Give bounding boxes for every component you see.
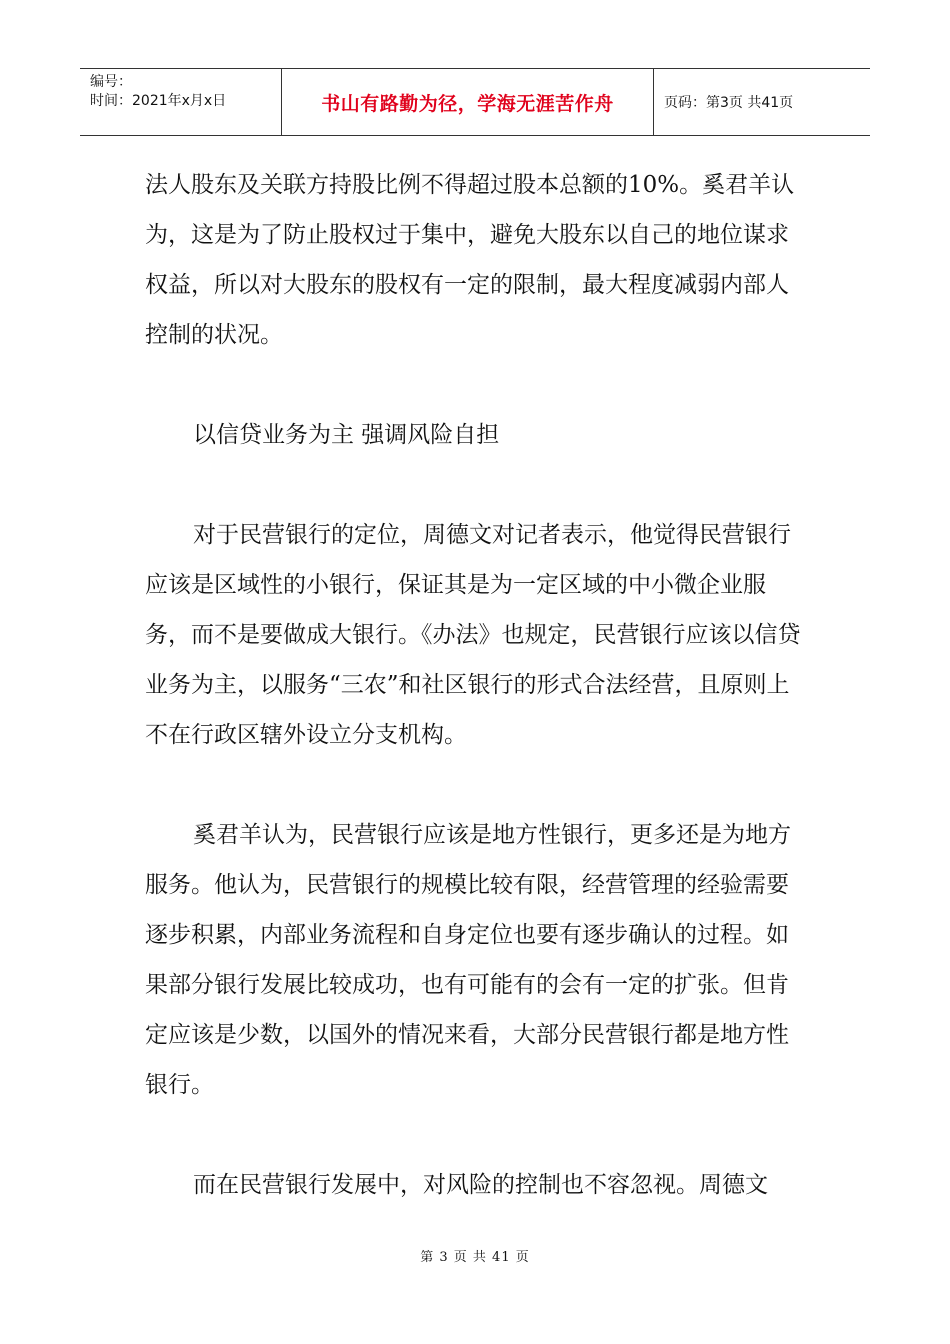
- body-paragraph: 而在民营银行发展中，对风险的控制也不容忽视。周德文: [193, 1172, 768, 1198]
- section-heading: 以信贷业务为主 强调风险自担: [193, 422, 500, 448]
- header-motto: 书山有路勤为径，学海无涯苦作舟: [282, 69, 654, 135]
- page-footer: 第 3 页 共 41 页: [420, 1250, 530, 1265]
- header-page-info: 页码：第3页 共41页: [664, 95, 794, 111]
- header-meta: [80, 69, 282, 135]
- document-date: 时间：2021年x月x日: [90, 93, 227, 109]
- body-paragraph: 法人股东及关联方持股比例不得超过股本总额的10%。奚君羊认为，这是为了防止股权过于集中，避免大股东以自己的地位谋求权益，所以对大股东的股权有一定的限制，最大程度减弱内部人控制的状况。: [145, 172, 795, 348]
- page-header: [80, 68, 870, 136]
- body-paragraph: 奚君羊认为，民营银行应该是地方性银行，更多还是为地方服务。他认为，民营银行的规模比较有限，经营管理的经验需要逐步积累，内部业务流程和自身定位也要有逐步确认的过程。如果部分银行发展比较成功，也有可能有的会有一定的扩张。但肯定应该是少数，以国外的情况来看，大部分民营银行都是地方性银行。: [145, 822, 791, 1098]
- document-body: [145, 160, 810, 1210]
- body-paragraph: 对于民营银行的定位，周德文对记者表示，他觉得民营银行应该是区域性的小银行，保证其是为一定区域的中小微企业服务，而不是要做成大银行。《办法》也规定，民营银行应该以信贷业务为主，以服务“三农”和社区银行的形式合法经营，且原则上不在行政区辖外设立分支机构。: [145, 522, 801, 748]
- document-number-label: 编号：: [90, 74, 132, 90]
